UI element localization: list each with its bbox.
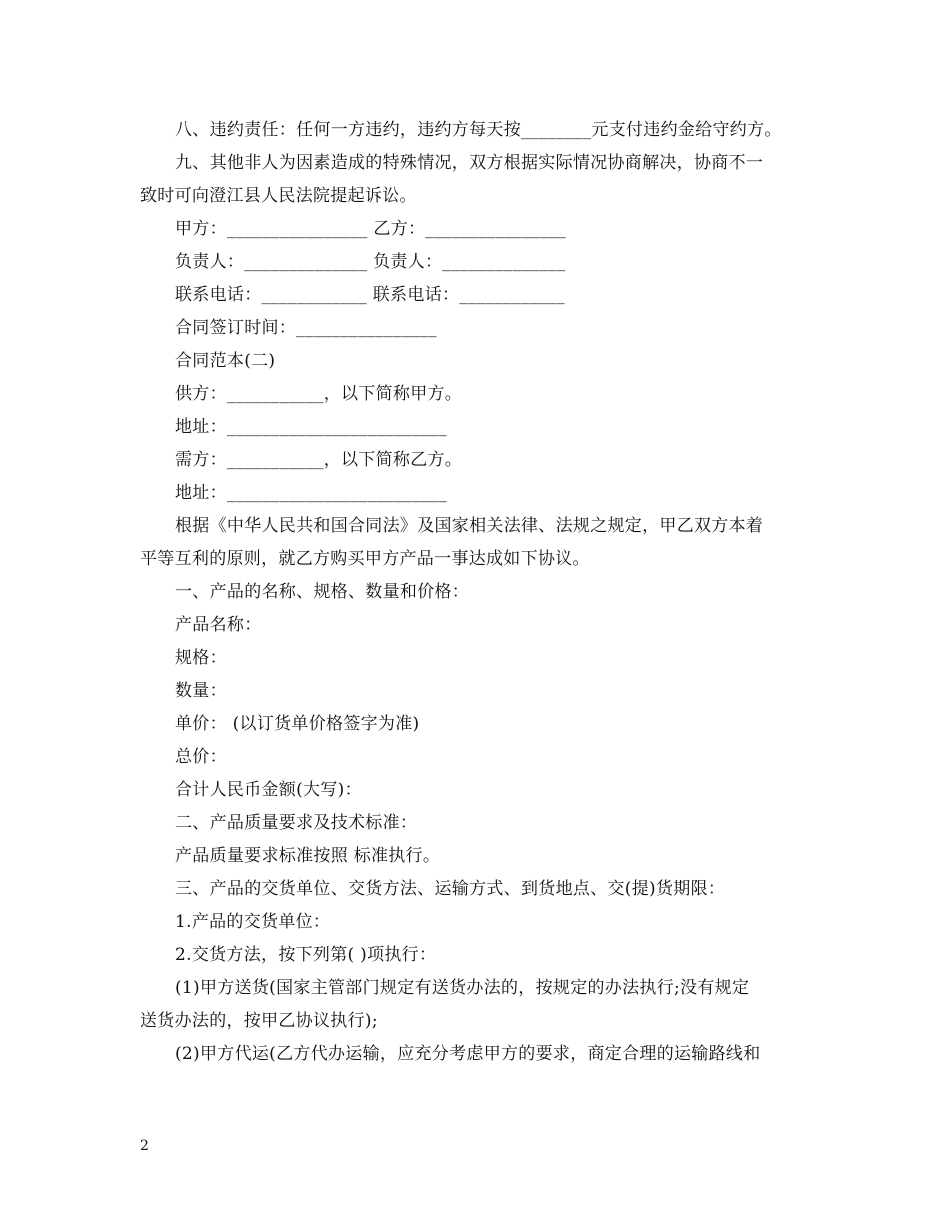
document-line: 需方：___________，以下简称乙方。 [175,450,463,470]
document-line: 负责人：______________ 负责人：______________ [175,252,566,272]
document-line: 合同范本(二) [175,351,276,371]
document-line: 致时可向澄江县人民法院提起诉讼。 [140,186,417,206]
document-body [140,114,820,1071]
document-line: 地址：_________________________ [175,483,447,503]
document-line: 1.产品的交货单位： [175,912,331,932]
document-line: 根据《中华人民共和国合同法》及国家相关法律、法规之规定，甲乙双方本着 [175,516,764,536]
document-line: 产品质量要求标准按照 标准执行。 [175,846,441,866]
document-line: 产品名称： [175,615,262,635]
document-line: 2.交货方法，按下列第( )项执行： [175,945,437,965]
document-line: 总价： [175,747,227,767]
document-line: 九、其他非人为因素造成的特殊情况，双方根据实际情况协商解决，协商不一 [175,153,764,173]
document-line: 八、违约责任：任何一方违约，违约方每天按________元支付违约金给守约方。 [175,120,782,140]
page-number: 2 [140,1138,149,1154]
document-line: 合同签订时间：________________ [175,318,437,338]
document-line: 甲方：________________ 乙方：________________ [175,219,567,239]
document-line: 规格： [175,648,227,668]
document-line: 联系电话：____________ 联系电话：____________ [175,285,565,305]
document-line: 平等互利的原则，就乙方购买甲方产品一事达成如下协议。 [140,549,590,569]
document-line: (2)甲方代运(乙方代办运输，应充分考虑甲方的要求，商定合理的运输路线和 [175,1044,761,1064]
document-line: 地址：_________________________ [175,417,447,437]
document-line: 单价： (以订货单价格签字为准) [175,714,420,734]
document-line: 二、产品质量要求及技术标准： [175,813,418,833]
document-line: 三、产品的交货单位、交货方法、运输方式、到货地点、交(提)货期限： [175,879,726,899]
document-line: 供方：___________，以下简称甲方。 [175,384,463,404]
document-line: 一、产品的名称、规格、数量和价格： [175,582,470,602]
document-line: (1)甲方送货(国家主管部门规定有送货办法的，按规定的办法执行;没有规定 [175,978,750,998]
document-line: 数量： [175,681,227,701]
document-line: 送货办法的，按甲乙协议执行); [140,1011,378,1031]
document-line: 合计人民币金额(大写)： [175,780,362,800]
